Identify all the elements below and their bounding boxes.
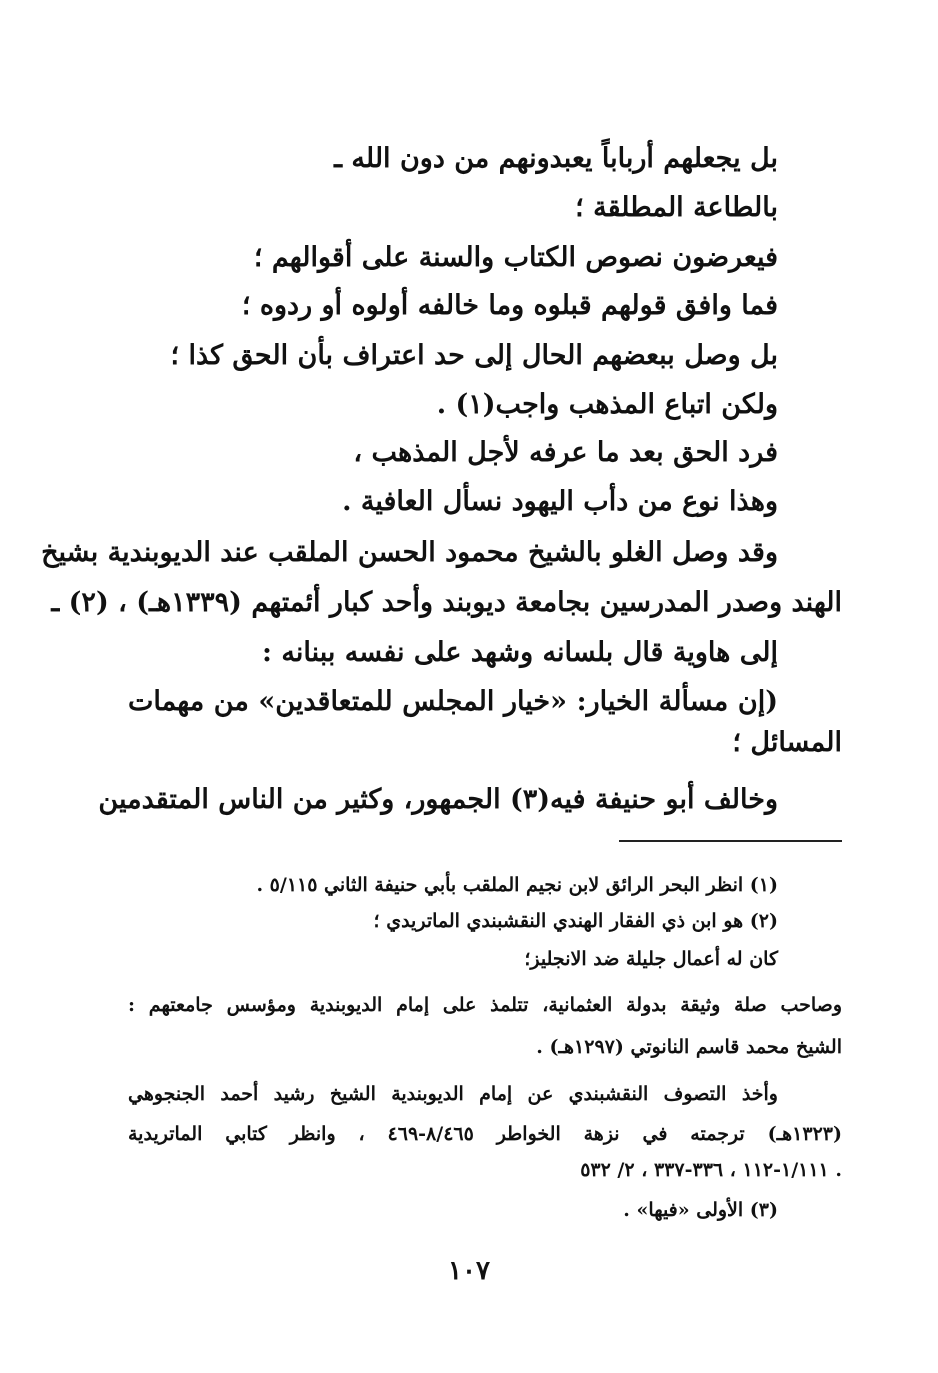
footnote-line: (٢) هو ابن ذي الفقار الهندي النقشبندي الماتريدي ؛: [373, 910, 778, 932]
footnote-separator: [619, 840, 842, 842]
body-line: المسائل ؛: [732, 727, 842, 758]
footnote-line: وصاحب صلة وثيقة بدولة العثمانية، تتلمذ على إمام الديوبندية ومؤسس جامعتهم :: [128, 994, 842, 1016]
body-line: بالطاعة المطلقة ؛: [575, 192, 778, 223]
body-line: بل وصل ببعضهم الحال إلى حد اعتراف بأن الحق كذا ؛: [170, 340, 778, 371]
body-line: وقد وصل الغلو بالشيخ محمود الحسن الملقب عند الديوبندية بشيخ: [41, 537, 778, 568]
footnote-line: (١) انظر البحر الرائق لابن نجيم الملقب بأبي حنيفة الثاني ٥/١١٥ .: [256, 874, 778, 896]
footnote-line: (٣) الأولى «فيها» .: [623, 1199, 778, 1221]
body-line: ولكن اتباع المذهب واجب(١) .: [436, 389, 778, 420]
footnote-line: كان له أعمال جليلة ضد الانجليز؛: [524, 948, 778, 970]
body-line: وخالف أبو حنيفة فيه(٣) الجمهور، وكثير من الناس المتقدمين: [98, 784, 778, 815]
footnote-line: (١٣٢٣هـ) ترجمته في نزهة الخواطر ٨/٤٦٥-٤٦٩ ، وانظر كتابي الماتريدية: [128, 1123, 842, 1145]
footnote-line: وأخذ التصوف النقشبندي عن إمام الديوبندية الشيخ رشيد أحمد الجنجوهي: [128, 1083, 778, 1105]
page-number: ١٠٧: [448, 1256, 490, 1286]
body-line: فما وافق قولهم قبلوه وما خالفه أولوه أو ردوه ؛: [241, 290, 778, 321]
body-line: بل يجعلهم أرباباً يعبدونهم من دون الله ـ: [334, 143, 778, 174]
body-line: وهذا نوع من دأب اليهود نسأل العافية .: [342, 486, 778, 517]
body-line: الهند وصدر المدرسين بجامعة ديوبند وأحد كبار أئمتهم (١٣٣٩هـ) ، (٢) ـ: [51, 587, 842, 618]
footnote-line: الشيخ محمد قاسم النانوتي (١٢٩٧هـ) .: [536, 1036, 842, 1058]
body-line: إلى هاوية قال بلسانه وشهد على نفسه ببنانه :: [262, 637, 778, 668]
body-line: (إن مسألة الخيار: «خيار المجلس للمتعاقدين» من مهمات: [128, 686, 778, 717]
body-line: فيعرضون نصوص الكتاب والسنة على أقوالهم ؛: [253, 242, 778, 273]
footnote-line: ١/١١١-١١٢ ، ٣٣٦-٣٣٧ ، ٢/ ٥٣٢ .: [580, 1159, 842, 1181]
body-line: فرد الحق بعد ما عرفه لأجل المذهب ،: [353, 437, 778, 468]
